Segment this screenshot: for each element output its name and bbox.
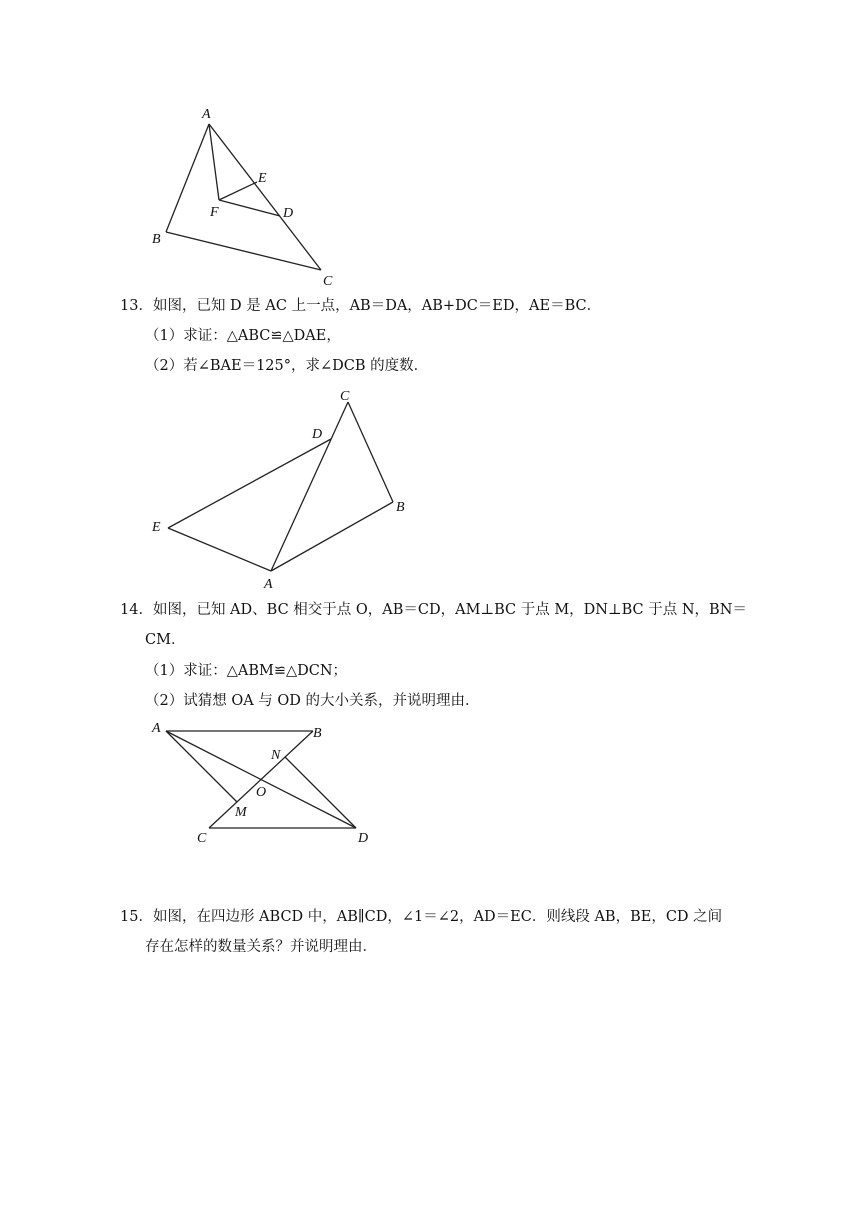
label-a: A bbox=[152, 721, 161, 736]
q13-part1: （1）求证：△ABC≌△DAE， bbox=[145, 328, 341, 344]
label-b: B bbox=[396, 500, 405, 515]
segment-cb bbox=[348, 402, 393, 502]
label-f: F bbox=[210, 205, 219, 220]
figure-q14 bbox=[140, 715, 390, 850]
segment-bc bbox=[166, 232, 321, 270]
label-a: A bbox=[202, 107, 211, 122]
q14-stem-line2: CM． bbox=[145, 632, 186, 648]
segment-fe bbox=[219, 182, 257, 200]
segment-ed bbox=[168, 439, 331, 528]
segment-ab bbox=[166, 124, 209, 232]
label-o: O bbox=[256, 785, 267, 800]
label-b: B bbox=[152, 232, 161, 247]
q15-stem-line1: 15．如图，在四边形 ABCD 中，AB∥CD，∠1＝∠2，AD＝EC．则线段 AB，BE，CD 之间 bbox=[120, 909, 723, 925]
label-m: M bbox=[235, 805, 247, 820]
figure-q12-svg bbox=[140, 100, 360, 295]
label-c: C bbox=[197, 831, 207, 846]
q14-part1: （1）求证：△ABM≌△DCN； bbox=[145, 663, 348, 679]
figure-q13-svg bbox=[140, 380, 420, 595]
label-a: A bbox=[264, 577, 273, 592]
q13-part2: （2）若∠BAE＝125°，求∠DCB 的度数． bbox=[145, 358, 429, 374]
label-c: C bbox=[323, 274, 333, 289]
label-e: E bbox=[152, 520, 161, 535]
label-c: C bbox=[340, 389, 350, 404]
label-n: N bbox=[271, 748, 281, 763]
figure-q14-svg bbox=[140, 715, 390, 850]
figure-triangle-abc-q12 bbox=[140, 100, 360, 295]
segment-dn bbox=[285, 757, 356, 828]
q13-stem: 13．如图，已知 D 是 AC 上一点，AB＝DA，AB+DC＝ED，AE＝BC． bbox=[120, 298, 602, 314]
label-e: E bbox=[258, 171, 267, 186]
q14-stem-line1: 14．如图，已知 AD、BC 相交于点 O，AB＝CD，AM⊥BC 于点 M，DN⊥BC 于点 N，BN＝ bbox=[120, 602, 747, 618]
segment-fd bbox=[219, 200, 280, 216]
label-d: D bbox=[283, 206, 294, 221]
label-d: D bbox=[358, 831, 369, 846]
segment-ba bbox=[271, 502, 393, 571]
segment-ca bbox=[271, 402, 348, 571]
segment-am bbox=[166, 731, 237, 802]
q15-stem-line2: 存在怎样的数量关系？并说明理由． bbox=[145, 939, 377, 955]
label-b: B bbox=[313, 726, 322, 741]
segment-bc bbox=[209, 731, 313, 828]
label-d: D bbox=[312, 427, 323, 442]
q14-part2: （2）试猜想 OA 与 OD 的大小关系，并说明理由． bbox=[145, 693, 480, 709]
segment-ea bbox=[168, 528, 271, 571]
figure-q13 bbox=[140, 380, 420, 595]
